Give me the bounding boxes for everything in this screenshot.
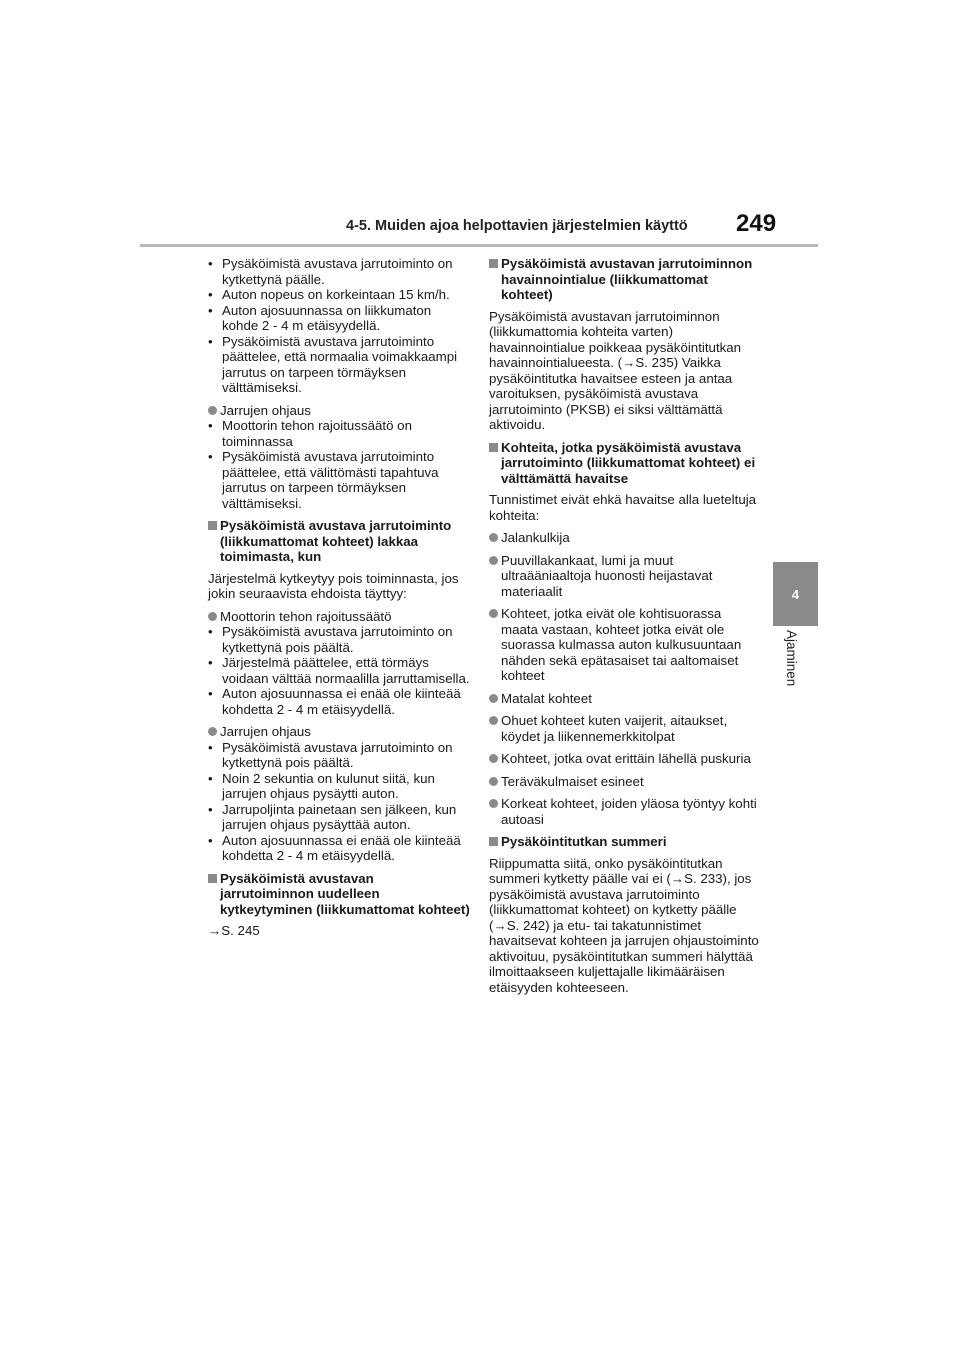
list-item: • Moottorin tehon rajoitussäätö on toiminnassa: [208, 418, 470, 449]
left-column: [208, 256, 470, 946]
circle-bullet-icon: [489, 777, 498, 786]
square-bullet-icon: [489, 837, 498, 846]
section-heading: Pysäköimistä avustavan jarrutoiminnon havainnointialue (liikkumattomat kohteet): [489, 256, 759, 303]
right-column: [489, 256, 759, 1002]
circle-bullet-icon: [489, 556, 498, 565]
list-item: • Järjestelmä päättelee, että törmäys voidaan välttää normaalilla jarruttamisella.: [208, 655, 470, 686]
circle-list-item: Puuvillakankaat, lumi ja muut ultraääniaaltoja huonosti heijastavat materiaalit: [489, 553, 759, 600]
circle-list-item: Kohteet, jotka eivät ole kohtisuorassa maata vastaan, kohteet jotka eivät ole suorassa kulmassa auton kulkusuuntaan nähden sekä epätasaiset tai aaltomaiset kohteet: [489, 606, 759, 684]
square-bullet-icon: [208, 521, 217, 530]
chapter-label: Ajaminen: [784, 630, 799, 687]
circle-list-item: Teräväkulmaiset esineet: [489, 774, 759, 790]
circle-list-item: Ohuet kohteet kuten vaijerit, aitaukset, köydet ja liikennemerkkitolpat: [489, 713, 759, 744]
section-heading: Kohteita, jotka pysäköimistä avustava jarrutoiminto (liikkumattomat kohteet) ei välttämättä havaitse: [489, 440, 759, 487]
list-item: • Pysäköimistä avustava jarrutoiminto päättelee, että normaalia voimakkaampi jarrutus on tarpeen törmäyksen välttämiseksi.: [208, 334, 470, 396]
list-item: • Pysäköimistä avustava jarrutoiminto on kytkettynä pois päältä.: [208, 740, 470, 771]
circle-list-item: Kohteet, jotka ovat erittäin lähellä puskuria: [489, 751, 759, 767]
intro-bullet-list: [208, 256, 470, 396]
list-item: • Noin 2 sekuntia on kulunut siitä, kun jarrujen ohjaus pysäytti auton.: [208, 771, 470, 802]
circle-bullet-icon: [208, 612, 217, 621]
circle-bullet-icon: [208, 406, 217, 415]
circle-list-item: Jarrujen ohjaus: [208, 403, 470, 419]
circle-bullet-icon: [489, 694, 498, 703]
engine-control-group: [208, 609, 470, 718]
brake-control-group: [208, 724, 470, 864]
paragraph: Tunnistimet eivät ehkä havaitse alla lueteltuja kohteita:: [489, 492, 757, 523]
circle-list-item: Korkeat kohteet, joiden yläosa työntyy kohti autoasi: [489, 796, 759, 827]
header-divider: [140, 244, 818, 247]
brake-control-group: [208, 403, 470, 512]
list-item: • Pysäköimistä avustava jarrutoiminto on kytkettynä päälle.: [208, 256, 470, 287]
square-bullet-icon: [489, 259, 498, 268]
list-item: • Auton ajosuunnassa ei enää ole kiinteää kohdetta 2 - 4 m etäisyydellä.: [208, 833, 470, 864]
circle-bullet-icon: [489, 609, 498, 618]
circle-list-item: Moottorin tehon rajoitussäätö: [208, 609, 470, 625]
list-item: • Auton nopeus on korkeintaan 15 km/h.: [208, 287, 470, 303]
list-item: • Jarrupoljinta painetaan sen jälkeen, kun jarrujen ohjaus pysäyttää auton.: [208, 802, 470, 833]
circle-list-item: Jarrujen ohjaus: [208, 724, 470, 740]
paragraph: Pysäköimistä avustavan jarrutoiminnon (liikkumattomia kohteita varten) havainnointialue poikkeaa pysäköintitutkan havainnointialueesta. (→S. 235) Vaikka pysäköintitutka havaitsee esteen ja antaa varoituksen, pysäköimistä avustava jarrutoiminto (PKSB) ei siksi välttämättä aktivoidu.: [489, 308, 742, 432]
page-number: 249: [736, 210, 777, 237]
circle-list-item: Jalankulkija: [489, 530, 759, 546]
chapter-tab: [773, 562, 818, 626]
section-heading: Pysäköimistä avustava jarrutoiminto (liikkumattomat kohteet) lakkaa toimimasta, kun: [208, 518, 470, 565]
paragraph: Järjestelmä kytkeytyy pois toiminnasta, jos jokin seuraavista ehdoista täyttyy:: [208, 570, 459, 601]
page-reference: →S. 245: [208, 923, 260, 938]
circle-bullet-icon: [489, 716, 498, 725]
list-item: • Auton ajosuunnassa on liikkumaton kohde 2 - 4 m etäisyydellä.: [208, 303, 470, 334]
square-bullet-icon: [489, 443, 498, 452]
circle-bullet-icon: [489, 533, 498, 542]
section-heading: Pysäköimistä avustavan jarrutoiminnon uudelleen kytkeytyminen (liikkumattomat kohteet): [208, 871, 470, 918]
section-heading: Pysäköintitutkan summeri: [489, 834, 759, 850]
list-item: • Pysäköimistä avustava jarrutoiminto päättelee, että välittömästi tapahtuva jarrutus on tarpeen törmäyksen välttämiseksi.: [208, 449, 470, 511]
circle-bullet-icon: [489, 754, 498, 763]
circle-bullet-icon: [489, 799, 498, 808]
paragraph: Riippumatta siitä, onko pysäköintitutkan summeri kytketty päälle vai ei (→S. 233), jos pysäköimistä avustava jarrutoiminto (liikkumattomat kohteet) on kytketty päälle (→S. 242) ja etu- tai takatunnistimet havaitsevat kohteen ja jarrujen ohjaustoiminto aktivoituu, pysäköintitutkan summeri hälyttää ilmoittaakseen kuljettajalle likimääräisen etäisyyden kohteeseen.: [489, 855, 759, 995]
section-title: 4-5. Muiden ajoa helpottavien järjestelmien käyttö: [346, 218, 688, 234]
chapter-number: 4: [791, 586, 800, 602]
list-item: • Pysäköimistä avustava jarrutoiminto on kytkettynä pois päältä.: [208, 624, 470, 655]
square-bullet-icon: [208, 874, 217, 883]
circle-bullet-icon: [208, 727, 217, 736]
circle-list-item: Matalat kohteet: [489, 691, 759, 707]
list-item: • Auton ajosuunnassa ei enää ole kiinteää kohdetta 2 - 4 m etäisyydellä.: [208, 686, 470, 717]
